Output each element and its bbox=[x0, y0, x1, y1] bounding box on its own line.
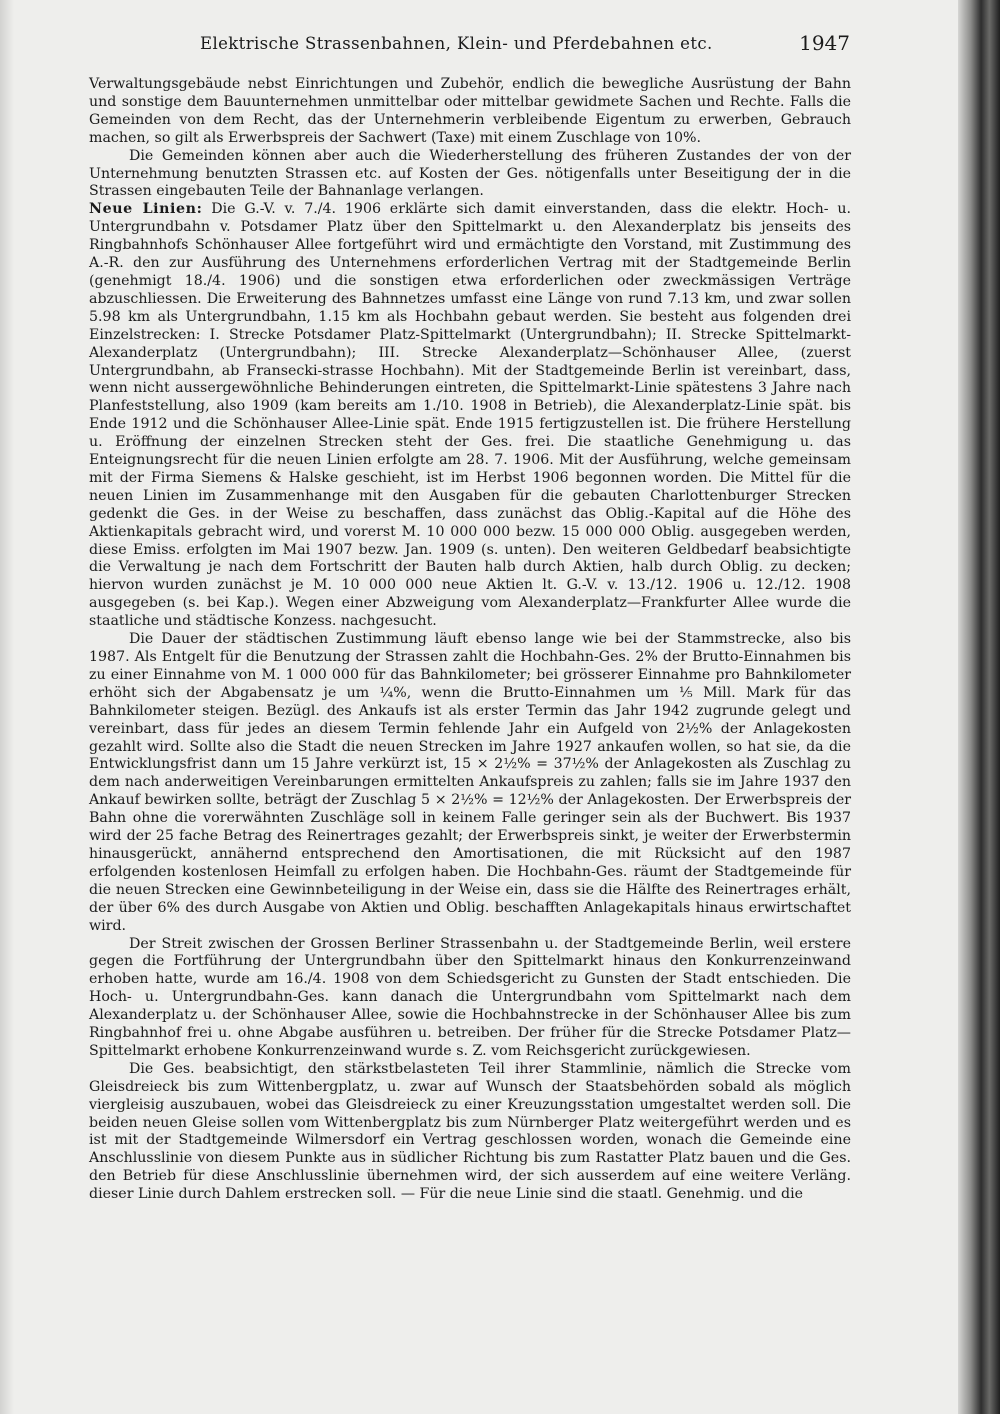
paragraph-expansion: Die Ges. beabsichtigt, den stärkstbelasteten Teil ihrer Stammlinie, nämlich die Strecke vom Gleisdreieck bis zum Wittenbergplatz, u. zwar auf Wunsch der Staatsbehörden sobald als möglich viergleisig auszubauen, wobei das Gleisdreieck zu einer Kreuzungsstation umgestaltet werden soll. Die beiden neuen Gleise sollen vom Wittenbergplatz bis zum Nürnberger Platz weitergeführt werden und es ist mit der Stadtgemeinde Wilmersdorf ein Vertrag geschlossen worden, wonach die Gemeinde eine Anschlusslinie von diesem Punkte aus in südlicher Richtung bis zum Rastatter Platz bauen und die Ges. den Betrieb für diese Anschlusslinie übernehmen wird, der sich ausserdem auf eine weitere Verläng. dieser Linie durch Dahlem erstrecken soll. — Für die neue Linie sind die staatl. Genehmig. und die bbox=[89, 1060, 851, 1203]
paragraph-duration: Die Dauer der städtischen Zustimmung läuft ebenso lange wie bei der Stammstrecke, also bis 1987. Als Entgelt für die Benutzung der Strassen zahlt die Hochbahn-Ges. 2% der Brutto-Einnahmen bis zu einer Einnahme von M. 1 000 000 für das Bahnkilometer; bei grösserer Einnahme pro Bahnkilometer erhöht sich der Abgabensatz je um ¼%, wenn die Brutto-Einnahmen um ⅕ Mill. Mark für das Bahnkilometer steigen. Bezügl. des Ankaufs ist als erster Termin das Jahr 1942 zugrunde gelegt und vereinbart, dass für jedes an diesem Termin fehlende Jahr ein Aufgeld von 2½% der Anlagekosten gezahlt wird. Sollte also die Stadt die neuen Strecken im Jahre 1927 ankaufen wollen, so hat sie, da die Entwicklungsfrist dann um 15 Jahre verkürzt ist, 15 × 2½% = 37½% der Anlagekosten als Zuschlag zu dem nach anderweitigen Vereinbarungen ermittelten Ankaufspreis zu zahlen; falls sie im Jahre 1937 den Ankauf bewirken sollte, beträgt der Zuschlag 5 × 2½% = 12½% der Anlagekosten. Der Erwerbspreis der Bahn ohne die vorerwähnten Zuschläge soll in keinem Falle geringer sein als der Buchwert. Bis 1937 wird der 25 fache Betrag des Reinertrages gezahlt; der Erwerbspreis sinkt, je weiter der Erwerbstermin hinausgerückt, annähernd entsprechend den Amortisationen, die mit Rücksicht auf den 1987 erfolgenden kostenlosen Heimfall zu erfolgen haben. Die Hochbahn-Ges. räumt der Stadtgemeinde für die neuen Strecken eine Gewinnbeteiligung in der Weise ein, dass sie die Hälfte des Reinertrages erhält, der über 6% des durch Ausgabe von Aktien und Oblig. beschafften Anlagekapitals hinaus erwirtschaftet wird. bbox=[89, 631, 851, 934]
book-binding-edge bbox=[958, 0, 1000, 1414]
page-number: 1947 bbox=[799, 31, 850, 55]
paragraph-dispute: Der Streit zwischen der Grossen Berliner Strassenbahn u. der Stadtgemeinde Berlin, weil erstere gegen die Fortführung der Untergrundbahn über den Spittelmarkt hinaus den Konkurrenzeinwand erhoben hatte, wurde am 16./4. 1908 von dem Schiedsgericht zu Gunsten der Stadt entschieden. Die Hoch- u. Untergrundbahn-Ges. kann danach die Untergrundbahn vom Spittelmarkt nach dem Alexanderplatz u. der Schönhauser Allee, sowie die Hochbahnstrecke in der Schönhauser Allee bis zum Ringbahnhof frei u. ohne Abgabe ausführen u. betreiben. Der früher für die Strecke Potsdamer Platz—Spittelmarkt erhobene Konkurrenzeinwand wurde s. Z. vom Reichsgericht zurückgewiesen. bbox=[89, 935, 851, 1059]
paragraph-new-lines bbox=[89, 201, 851, 631]
body-text bbox=[89, 76, 851, 1204]
section-label-new-lines: Neue Linien: bbox=[89, 201, 203, 218]
scan-left-edge bbox=[0, 0, 14, 1414]
page-header bbox=[90, 31, 850, 60]
paragraph-continuation: Verwaltungsgebäude nebst Einrichtungen und Zubehör, endlich die bewegliche Ausrüstung der Bahn und sonstige dem Bauunternehmen unmittelbar oder mittelbar gewidmete Sachen und Rechte. Falls die Gemeinden von dem Recht, das der Unternehmerin verbleibende Eigentum zu erwerben, Gebrauch machen, so gilt als Erwerbspreis der Sachwert (Taxe) mit einem Zuschlage von 10%. bbox=[89, 76, 851, 146]
new-lines-text: Die G.-V. v. 7./4. 1906 erklärte sich damit einverstanden, dass die elektr. Hoch- u. Untergrundbahn v. Potsdamer Platz über den Spittelmarkt u. den Alexanderplatz bis jenseits des Ringbahnhofs Schönhauser Allee fortgeführt wird und ermächtigte den Vorstand, mit Zustimmung des A.-R. den zur Ausführung des Unternehmens erforderlichen Vertrag mit der Stadtgemeinde Berlin (genehmigt 18./4. 1906) und die sonstigen etwa erforderlichen oder zweckmässigen Verträge abzuschliessen. Die Erweiterung des Bahnnetzes umfasst eine Länge von rund 7.13 km, und zwar sollen 5.98 km als Untergrundbahn, 1.15 km als Hochbahn gebaut werden. Sie besteht aus folgenden drei Einzelstrecken: I. Strecke Potsdamer Platz-Spittelmarkt (Untergrundbahn); II. Strecke Spittelmarkt-Alexanderplatz (Untergrundbahn); III. Strecke Alexanderplatz—Schönhauser Allee, (zuerst Untergrundbahn, ab Fransecki-strasse Hochbahn). Mit der Stadtgemeinde Berlin ist vereinbart, dass, wenn nicht aussergewöhnliche Behinderungen eintreten, die Spittelmarkt-Linie spätestens 3 Jahre nach Planfeststellung, also 1909 (kam bereits am 1./10. 1908 in Betrieb), die Alexanderplatz-Linie spät. bis Ende 1912 und die Schönhauser Allee-Linie spät. Ende 1915 fertigzustellen ist. Die frühere Herstellung u. Eröffnung der einzelnen Strecken steht der Ges. frei. Die staatliche Genehmigung u. das Enteignungsrecht für die neuen Linien erfolgte am 28. 7. 1906. Mit der Ausführung, welche gemeinsam mit der Firma Siemens & Halske geschieht, ist im Herbst 1906 begonnen worden. Die Mittel für die neuen Linien im Zusammenhange mit den Ausgaben für die gebauten Charlottenburger Strecken gedenkt die Ges. in der Weise zu beschaffen, dass zunächst das Oblig.-Kapital auf die Höhe des Aktienkapitals gebracht wird, und vorerst M. 10 000 000 bezw. 15 000 000 Oblig. ausgegeben werden, diese Emiss. erfolgten im Mai 1907 bezw. Jan. 1909 (s. unten). Den weiteren Geldbedarf beabsichtigte die Verwaltung je nach dem Fortschritt der Bauten halb durch Aktien, halb durch Oblig. zu decken; hiervon wurden zunächst je M. 10 000 000 neue Aktien lt. G.-V. v. 13./12. 1906 u. 12./12. 1908 ausgegeben (s. bei Kap.). Wegen einer Abzweigung vom Alexanderplatz—Frankfurter Allee wurde die staatliche und städtische Konzess. nachgesucht. bbox=[89, 201, 851, 630]
paragraph-restoration: Die Gemeinden können aber auch die Wiederherstellung des früheren Zustandes der von der Unternehmung benutzten Strassen etc. auf Kosten der Ges. nötigenfalls unter Beseitigung der in die Strassen eingebauten Teile der Bahnanlage verlangen. bbox=[89, 147, 851, 200]
running-head: Elektrische Strassenbahnen, Klein- und Pferdebahnen etc. bbox=[200, 34, 713, 53]
